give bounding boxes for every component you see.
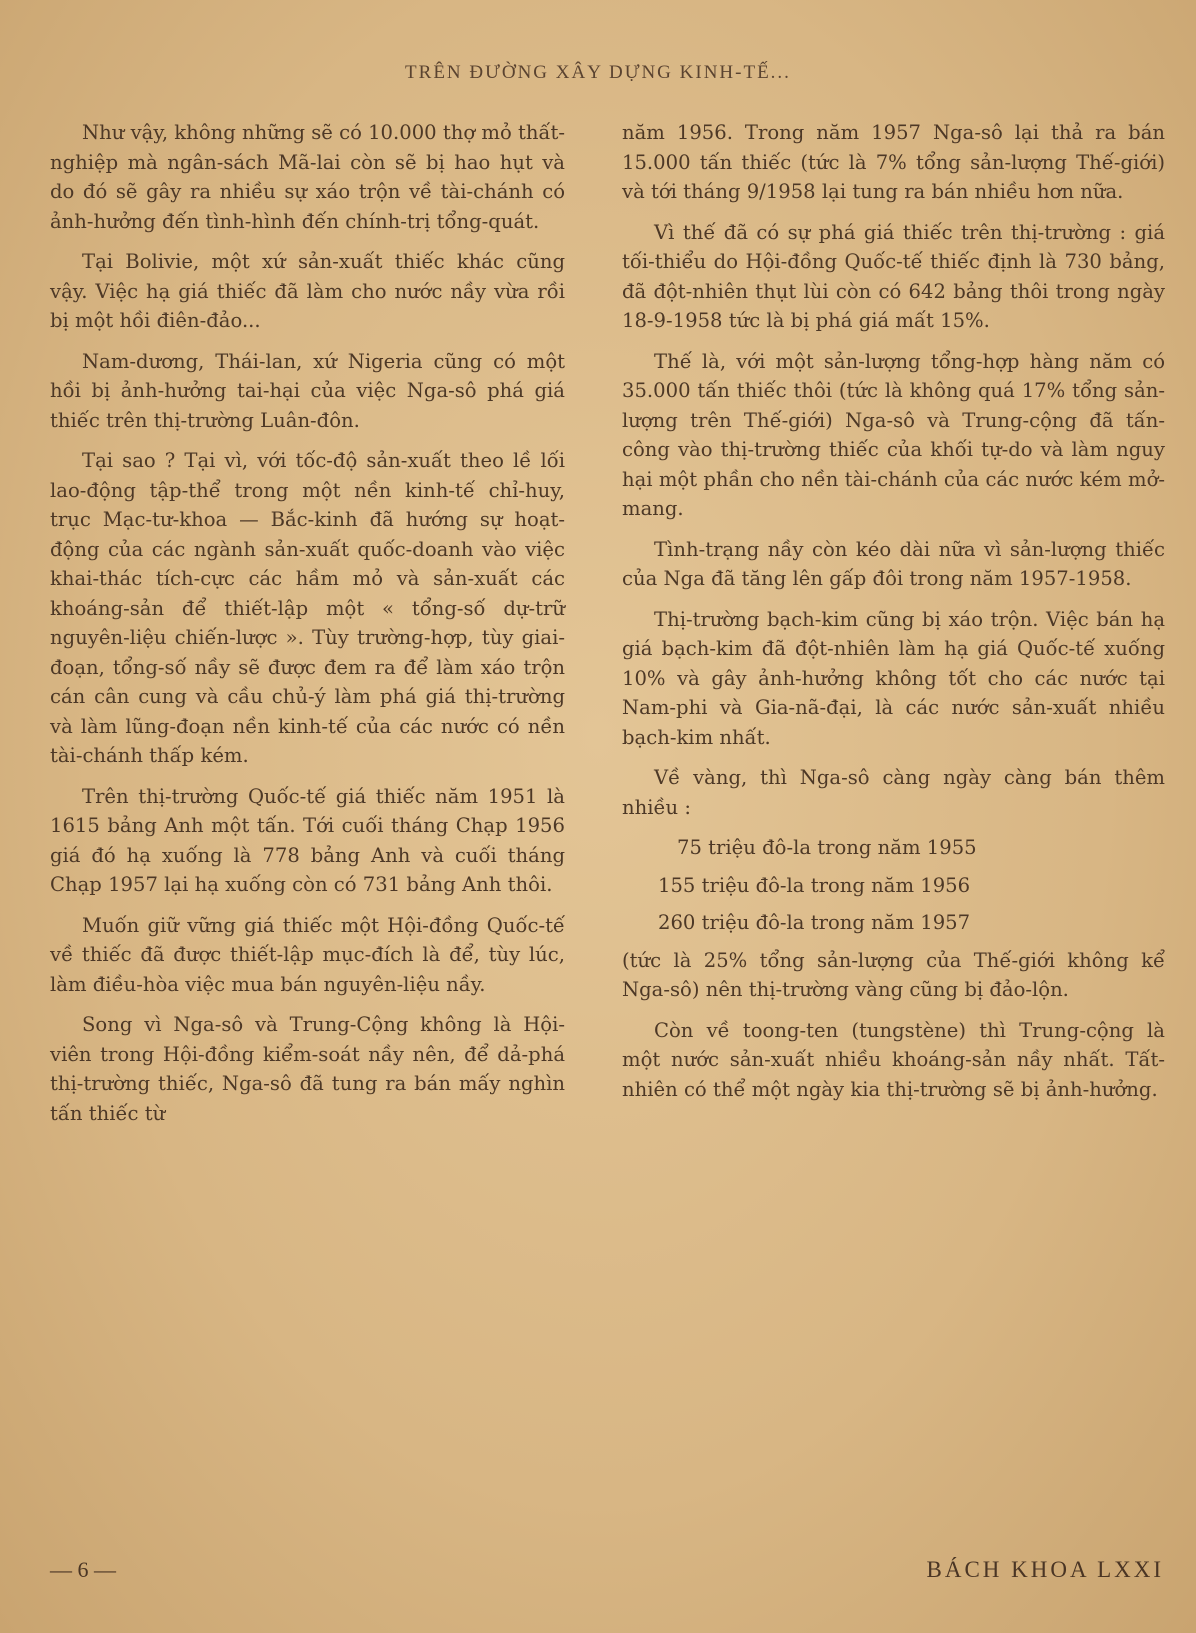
paragraph: Tình-trạng nầy còn kéo dài nữa vì sản-lượng thiếc của Nga đã tăng lên gấp đôi trong năm 1957-1958. bbox=[622, 537, 1165, 590]
paragraph: Thế là, với một sản-lượng tổng-hợp hàng năm có 35.000 tấn thiếc thôi (tức là không quá 17% tổng sản-lượng trên Thế-giới) Nga-sô và Trung-cộng đã tấn-công vào thị-trường thiếc của khối tự-do và làm nguy hại một phần cho nền tài-chánh của các nước kém mở-mang. bbox=[622, 349, 1165, 520]
paragraph: Trên thị-trường Quốc-tế giá thiếc năm 1951 là 1615 bảng Anh một tấn. Tới cuối tháng Chạp 1956 giá đó hạ xuống là 778 bảng Anh và cuối tháng Chạp 1957 lại hạ xuống còn có 731 bảng Anh thôi. bbox=[50, 784, 565, 896]
paragraph: năm 1956. Trong năm 1957 Nga-sô lại thả ra bán 15.000 tấn thiếc (tức là 7% tổng sản-lượng Thế-giới) và tới tháng 9/1958 lại tung ra bán nhiều hơn nữa. bbox=[622, 121, 1165, 203]
paragraph: Vì thế đã có sự phá giá thiếc trên thị-trường : giá tối-thiểu do Hội-đồng Quốc-tế thiếc định là 730 bảng, đã đột-nhiên thụt lùi còn có 642 bảng thôi trong ngày 18-9-1958 tức là bị phá giá mất 15%. bbox=[622, 220, 1165, 332]
paragraph: Song vì Nga-sô và Trung-Cộng không là Hội-viên trong Hội-đồng kiểm-soát nầy nên, để dả-phá thị-trường thiếc, Nga-sô đã tung ra bán mấy nghìn tấn thiếc từ bbox=[50, 1013, 565, 1125]
paragraph: Về vàng, thì Nga-sô càng ngày càng bán thêm nhiều : bbox=[622, 766, 1165, 819]
paragraph: Tại Bolivie, một xứ sản-xuất thiếc khác cũng vậy. Việc hạ giá thiếc đã làm cho nước nầy vừa rồi bị một hồi điên-đảo... bbox=[50, 250, 565, 332]
gold-sales-line: 155 triệu đô-la trong năm 1956 bbox=[658, 873, 971, 897]
paragraph: Như vậy, không những sẽ có 10.000 thợ mỏ thất-nghiệp mà ngân-sách Mã-lai còn sẽ bị hao hụt và do đó sẽ gây ra nhiều sự xáo trộn về tài-chánh có ảnh-hưởng đến tình-hình đến chính-trị tổng-quát. bbox=[50, 121, 565, 233]
gold-sales-line: 260 triệu đô-la trong năm 1957 bbox=[658, 911, 971, 934]
paragraph: Nam-dương, Thái-lan, xứ Nigeria cũng có một hồi bị ảnh-hưởng tai-hại của việc Nga-sô phá giá thiếc trên thị-trường Luân-đôn. bbox=[50, 349, 565, 432]
paragraph: Thị-trường bạch-kim cũng bị xáo trộn. Việc bán hạ giá bạch-kim đã đột-nhiên làm hạ giá Quốc-tế xuống 10% và gây ảnh-hưởng không tốt cho các nước tại Nam-phi và Gia-nã-đại, là các nước sản-xuất nhiều bạch-kim nhất. bbox=[622, 607, 1165, 749]
paragraph: (tức là 25% tổng sản-lượng của Thế-giới không kể Nga-sô) nên thị-trường vàng cũng bị đảo-lộn. bbox=[622, 948, 1165, 1001]
journal-title: BÁCH KHOA LXXI bbox=[926, 1557, 1164, 1582]
paragraph: Tại sao ? Tại vì, với tốc-độ sản-xuất theo lề lối lao-động tập-thể trong một nền kinh-tế chỉ-huy, trục Mạc-tư-khoa — Bắc-kinh đã hướng sự hoạt-động của các ngành sản-xuất quốc-doanh vào việc khai-thác tích-cực các hầm mỏ và sản-xuất các khoáng-sản để thiết-lập một « tổng-số dự-trữ nguyên-liệu chiến-lược ». Tùy trường-hợp, tùy giai-đoạn, tổng-số nầy sẽ được đem ra để làm xáo trộn cán cân cung và cầu chủ-ý làm phá giá thị-trường và làm lũng-đoạn nền kinh-tế của các nước có nền tài-chánh thấp kém. bbox=[50, 449, 565, 767]
page-number: — 6 — bbox=[50, 1557, 116, 1582]
paragraph: Muốn giữ vững giá thiếc một Hội-đồng Quốc-tế về thiếc đã được thiết-lập mục-đích là để, tùy lúc, làm điều-hòa việc mua bán nguyên-liệu nầy. bbox=[50, 913, 565, 996]
right-column bbox=[622, 118, 1165, 1115]
running-head: TRÊN ĐƯỜNG XÂY DỰNG KINH-TẾ... bbox=[405, 62, 791, 83]
gold-sales-line: 75 triệu đô-la trong năm 1955 bbox=[677, 836, 977, 859]
paragraph: Còn về toong-ten (tungstène) thì Trung-cộng là một nước sản-xuất nhiều khoáng-sản nầy nhất. Tất-nhiên có thể một ngày kia thị-trường sẽ bị ảnh-hưởng. bbox=[622, 1018, 1165, 1101]
left-column bbox=[50, 118, 565, 1139]
